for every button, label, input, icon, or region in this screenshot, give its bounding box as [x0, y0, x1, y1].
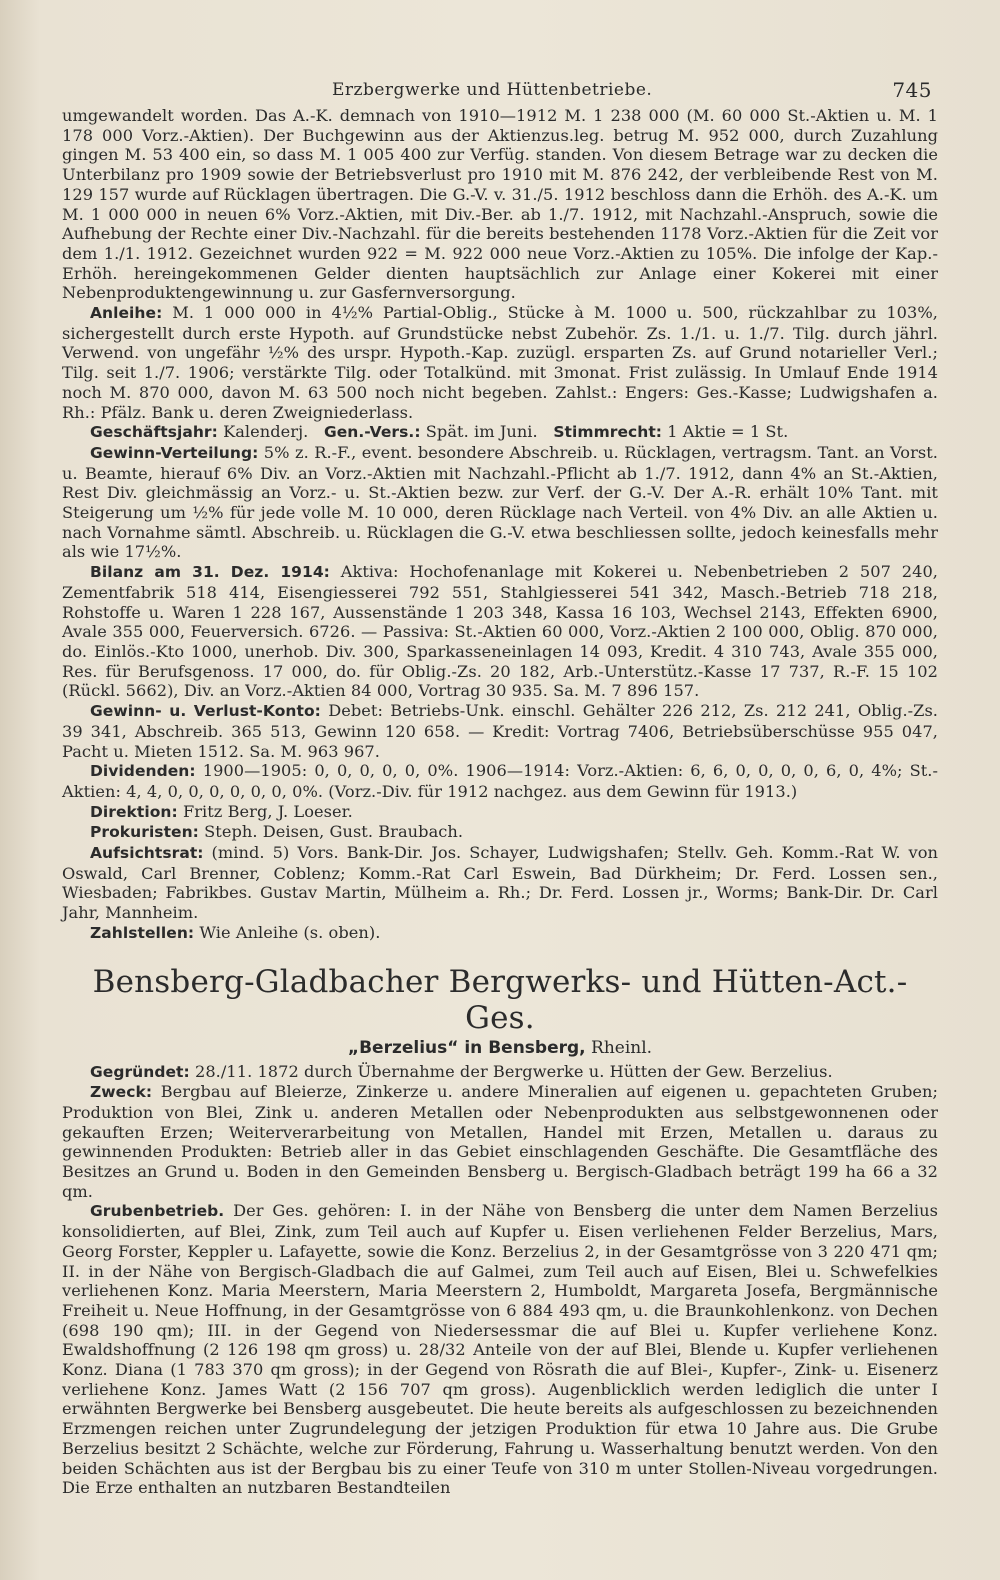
label-anleihe: Anleihe: — [90, 304, 163, 323]
label-stimmrecht: Stimmrecht: — [553, 423, 663, 442]
label-direktion: Direktion: — [90, 802, 178, 821]
text-gewinn-verlust: Debet: Betriebs-Unk. einschl. Gehälter 226 212, Zs. 212 241, Oblig.-Zs. 39 341, Abschreib. 365 513, Gewinn 120 658. — Kredit: Vortrag 7406, Betriebsüberschüsse 955 047, Pacht u. Mieten 1512. Sa. M. 963 967. — [62, 701, 939, 761]
label-aufsichtsrat: Aufsichtsrat: — [90, 844, 204, 863]
label-bilanz: Bilanz am 31. Dez. 1914: — [90, 563, 330, 582]
text-gen-vers: Spät. im Juni. — [425, 422, 538, 442]
paragraph-geschaeftsjahr — [62, 422, 938, 443]
label-gewinn-verlust: Gewinn- u. Verlust-Konto: — [90, 702, 321, 721]
text-gewinn-verteilung: 5% z. R.-F., event. besondere Abschreib. u. Rücklagen, vertragsm. Tant. an Vorst. u. Beamte, hierauf 6% Div. an Vorz.-Aktien mit Nachzahl.-Pflicht ab 1./7. 1912, dann 4% an St.-Aktien, Rest Div. gleichmässig an Vorz.- u. St.-Aktien bezw. zur Verf. der G.-V. Der A.-R. erhält 10% Tant. mit Steigerung um ½% für jede volle M. 10 000, deren Rücklage nach Verteil. von 4% Div. an alle Aktien u. nach Vornahme sämtl. Abschreib. u. Rücklagen die G.-V. etwa beschliessen sollte, jedoch keinesfalls mehr als wie 17½%. — [62, 442, 938, 562]
text-zweck: Bergbau auf Bleierze, Zinkerze u. andere Mineralien auf eigenen u. gepachteten Gruben; Produktion von Blei, Zink u. anderen Metallen oder Nebenprodukten aus selbstgewonnenen oder gekauften Erzen; Weiterverarbeitung von Metallen, Handel mit Erzen, Metallen u. daraus zu gewinnenden Produkten: Betrieb aller in das Gebiet einschlagenden Geschäfte. Die Gesamtfläche des Besitzes an Grund u. Boden in den Gemeinden Bensberg u. Bergisch-Gladbach beträgt 199 ha 66 a 32 qm. — [62, 1082, 938, 1201]
label-grubenbetrieb: Grubenbetrieb. — [90, 1202, 225, 1221]
section-bensberg-gladbacher — [62, 964, 938, 1498]
label-dividenden: Dividenden: — [90, 762, 196, 781]
subtitle-bold: „Berzelius“ in Bensberg, — [347, 1037, 586, 1058]
paragraph-anleihe — [62, 303, 938, 422]
paragraph-aufsichtsrat — [62, 843, 938, 923]
label-zahlstellen: Zahlstellen: — [90, 923, 195, 942]
paragraph-zweck — [62, 1082, 938, 1201]
running-title: Erzbergwerke und Hüttenbetriebe. — [332, 80, 653, 100]
label-zweck: Zweck: — [90, 1083, 153, 1102]
text-prokuristen: Steph. Deisen, Gust. Braubach. — [204, 822, 464, 842]
subtitle-rest: Rheinl. — [591, 1037, 653, 1058]
paragraph-intro: umgewandelt worden. Das A.-K. demnach von 1910—1912 M. 1 238 000 (M. 60 000 St.-Aktien u. M. 1 178 000 Vorz.-Aktien). Der Buchgewinn aus der Aktienzus.leg. betrug M. 952 000, durch Zuzahlung gingen M. 53 400 ein, so dass M. 1 005 400 zur Verfüg. standen. Von diesem Betrage war zu decken die Unterbilanz pro 1909 sowie der Betriebsverlust pro 1910 mit M. 876 242, der verbleibende Rest von M. 129 157 wurde auf Rücklagen übertragen. Die G.-V. v. 31./5. 1912 beschloss dann die Erhöh. des A.-K. um M. 1 000 000 in neuen 6% Vorz.-Aktien, mit Div.-Ber. ab 1./7. 1912, mit Nachzahl.-Anspruch, sowie die Aufhebung der Rechte einer Div.-Nachzahl. für die bereits bestehenden 1178 Vorz.-Aktien für die Zeit vor dem 1./1. 1912. Gezeichnet wurden 922 = M. 922 000 neue Vorz.-Aktien zu 105%. Die infolge der Kap.-Erhöh. hereingekommenen Gelder dienten hauptsächlich zur Anlage einer Kokerei mit einer Nebenproduktengewinnung u. zur Gasfernversorgung. — [62, 106, 938, 303]
page-number: 745 — [892, 78, 932, 102]
section-erzbergwerke-continued — [62, 106, 938, 944]
text-stimmrecht: 1 Aktie = 1 St. — [667, 422, 789, 442]
paragraph-prokuristen — [62, 822, 938, 843]
text-dividenden: 1900—1905: 0, 0, 0, 0, 0, 0%. 1906—1914: Vorz.-Aktien: 6, 6, 0, 0, 0, 0, 6, 0, 4%; St.-Aktien: 4, 4, 0, 0, 0, 0, 0, 0, 0%. (Vorz.-Div. für 1912 nachgez. aus dem Gewinn für 1913.) — [62, 761, 938, 801]
paragraph-bilanz — [62, 562, 938, 701]
paragraph-gewinn-verlust — [62, 701, 938, 761]
text-geschaeftsjahr: Kalenderj. — [223, 422, 309, 442]
text-grubenbetrieb: Der Ges. gehören: I. in der Nähe von Bensberg die unter dem Namen Berzelius konsolidierten, auf Blei, Zink, zum Teil auch auf Kupfer u. Eisen verliehenen Felder Berzelius, Mars, Georg Forster, Keppler u. Lafayette, sowie die Konz. Berzelius 2, in der Gesamtgrösse von 3 220 471 qm; II. in der Nähe von Bergisch-Gladbach die auf Galmei, zum Teil auch auf Eisen, Blei u. Schwefelkies verliehenen Konz. Maria Meerstern, Maria Meerstern 2, Humboldt, Margareta Josefa, Bergmännische Freiheit u. Neue Hoffnung, in der Gesamtgrösse von 6 884 493 qm, u. die Braunkohlenkonz. von Dechen (698 190 qm); III. in der Gegend von Niedersessmar die auf Blei u. Kupfer verliehene Konz. Ewaldshoffnung (2 126 198 qm gross) u. 28/32 Anteile von der auf Blei, Blende u. Kupfer verliehenen Konz. Diana (1 783 370 qm gross); in der Gegend von Rösrath die auf Blei-, Kupfer-, Zink- u. Eisenerz verliehene Konz. James Watt (2 156 707 qm gross). Augenblicklich werden lediglich die unter I erwähnten Bergwerke bei Bensberg ausgebeutet. Die heute bereits als aufgeschlossen zu bezeichnenden Erzmengen reichen unter Zugrundelegung der jetzigen Produktion für etwa 10 Jahre aus. Die Grube Berzelius besitzt 2 Schächte, welche zur Förderung, Fahrung u. Wasserhaltung benutzt werden. Von den beiden Schächten aus ist der Bergbau bis zu einer Teufe von 310 m unter Stollen-Niveau vorgedrungen. Die Erze enthalten an nutzbaren Bestandteilen — [62, 1201, 938, 1498]
paragraph-direktion — [62, 802, 938, 823]
text-bilanz: Aktiva: Hochofenanlage mit Kokerei u. Nebenbetrieben 2 507 240, Zementfabrik 518 414, Eisengiesserei 792 551, Stahlgiesserei 541 342, Masch.-Betrieb 718 218, Rohstoffe u. Waren 1 228 167, Aussenstände 1 203 348, Kassa 16 103, Wechsel 2143, Effekten 6900, Avale 355 000, Feuerversich. 6726. — Passiva: St.-Aktien 60 000, Vorz.-Aktien 2 100 000, Oblig. 870 000, do. Einlös.-Kto 1000, unerhob. Div. 300, Sparkasseneinlagen 14 093, Kredit. 4 310 743, Avale 355 000, Res. für Berufsgenoss. 17 000, do. für Oblig.-Zs. 20 182, Arb.-Unterstütz.-Kasse 17 737, R.-F. 15 102 (Rückl. 5662), Div. an Vorz.-Aktien 84 000, Vortrag 30 935. Sa. M. 7 896 157. — [62, 562, 938, 701]
company-heading: Bensberg-Gladbacher Bergwerks- und Hütten-Act.-Ges. — [92, 963, 908, 1036]
label-gegruendet: Gegründet: — [90, 1062, 190, 1081]
label-gewinn-verteilung: Gewinn-Verteilung: — [90, 443, 259, 462]
text-aufsichtsrat: (mind. 5) Vors. Bank-Dir. Jos. Schayer, Ludwigshafen; Stellv. Geh. Komm.-Rat W. von Oswald, Carl Brenner, Coblenz; Komm.-Rat Carl Eswein, Bad Dürkheim; Dr. Ferd. Lossen sen., Wiesbaden; Fabrikbes. Gustav Martin, Mülheim a. Rh.; Dr. Ferd. Lossen jr., Worms; Bank-Dir. Dr. Carl Jahr, Mannheim. — [62, 843, 938, 923]
label-gen-vers: Gen.-Vers.: — [323, 423, 421, 442]
paragraph-dividenden — [62, 761, 938, 801]
page-header — [62, 70, 938, 106]
label-geschaeftsjahr: Geschäftsjahr: — [90, 423, 218, 442]
text-gegruendet: 28./11. 1872 durch Übernahme der Bergwerke u. Hütten der Gew. Berzelius. — [194, 1061, 833, 1081]
text-zahlstellen: Wie Anleihe (s. oben). — [199, 922, 381, 942]
text-anleihe: M. 1 000 000 in 4½% Partial-Oblig., Stücke à M. 1000 u. 500, rückzahlbar zu 103%, sichergestellt durch erste Hypoth. auf Grundstücke nebst Zubehör. Zs. 1./1. u. 1./7. Tilg. durch jährl. Verwend. von ungefähr ½% des urspr. Hypoth.-Kap. zuzügl. ersparten Zs. auf Grund notarieller Verl.; Tilg. seit 1./7. 1906; verstärkte Tilg. oder Totalkünd. mit 3monat. Frist zulässig. In Umlauf Ende 1914 noch M. 870 000, davon M. 63 500 noch nicht begeben. Zahlst.: Engers: Ges.-Kasse; Ludwigshafen a. Rh.: Pfälz. Bank u. deren Zweigniederlass. — [62, 303, 939, 422]
paragraph-zahlstellen — [62, 923, 938, 944]
label-prokuristen: Prokuristen: — [90, 823, 199, 842]
paragraph-gewinn-verteilung — [62, 443, 938, 562]
text-direktion: Fritz Berg, J. Loeser. — [182, 801, 353, 821]
paragraph-gegruendet — [62, 1062, 938, 1083]
paragraph-grubenbetrieb — [62, 1201, 938, 1498]
company-subtitle — [62, 1038, 938, 1058]
